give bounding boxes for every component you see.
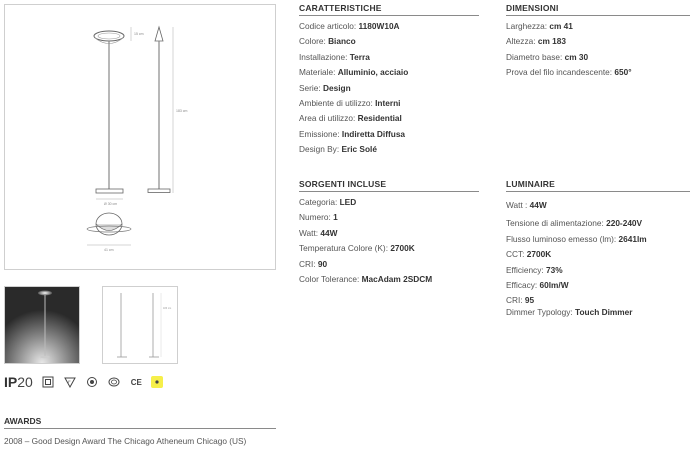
- divider: [299, 15, 479, 16]
- row-value: 2641lm: [618, 233, 647, 244]
- row-value: 1: [333, 212, 338, 223]
- row-label: Temperatura Colore (K):: [299, 243, 391, 254]
- svg-text:41 cm: 41 cm: [104, 248, 114, 252]
- row-label: Watt :: [506, 200, 530, 210]
- sorgenti-row: [299, 195, 432, 210]
- row-value: 90: [317, 258, 328, 269]
- sorgenti-list: [299, 195, 432, 287]
- row-label: Prova del filo incandescente:: [506, 67, 615, 78]
- row-value: Bianco: [328, 36, 356, 47]
- sorgenti-row: [299, 257, 432, 272]
- luminaire-row: [506, 232, 647, 248]
- row-label: Installazione:: [299, 51, 350, 62]
- row-label: Codice articolo:: [299, 21, 359, 31]
- row-label: Area di utilizzo:: [299, 113, 358, 124]
- luminaire-row: [506, 263, 647, 279]
- caratteristiche-row: [299, 19, 408, 34]
- product-photo-thumbnail[interactable]: [4, 286, 80, 364]
- dimensioni-row: [506, 19, 632, 34]
- row-value: 60lm/W: [539, 280, 569, 290]
- row-label: Materiale:: [299, 67, 338, 78]
- row-label: CCT:: [506, 249, 527, 259]
- row-value: cm 41: [549, 21, 573, 31]
- sorgenti-title: SORGENTI INCLUSE: [299, 179, 387, 189]
- row-label: Altezza:: [506, 36, 538, 47]
- row-value: 650°: [614, 67, 632, 78]
- row-value: 95: [524, 294, 535, 305]
- row-value: 2700K: [526, 249, 552, 259]
- divider: [299, 191, 479, 192]
- row-label: Efficiency:: [506, 264, 546, 275]
- dimensioni-title: DIMENSIONI: [506, 3, 559, 13]
- row-label: CRI:: [506, 294, 525, 305]
- row-value: Alluminio, acciaio: [337, 67, 409, 78]
- lamp-drawing-svg: [5, 5, 275, 269]
- row-label: Tensione di alimentazione:: [506, 218, 607, 228]
- ip-rating: IP20: [4, 374, 33, 390]
- caratteristiche-row: [299, 50, 408, 65]
- dimmer-icon: [151, 376, 163, 388]
- sorgenti-row: [299, 226, 432, 241]
- ce-mark-icon: CE: [130, 377, 142, 387]
- caratteristiche-row: [299, 142, 408, 157]
- row-value: 2700K: [390, 243, 415, 254]
- row-label: Color Tolerance:: [299, 273, 362, 284]
- recycle-icon: [108, 376, 121, 389]
- luminaire-title: LUMINAIRE: [506, 179, 556, 189]
- row-value: Design: [322, 82, 351, 93]
- row-label: Emissione:: [299, 128, 342, 139]
- dimensioni-row: [506, 50, 632, 65]
- luminaire-row: [506, 195, 647, 216]
- caratteristiche-row: [299, 96, 408, 111]
- svg-text:183 cm: 183 cm: [176, 109, 188, 113]
- row-label: Categoria:: [299, 197, 340, 207]
- row-value: Touch Dimmer: [575, 306, 633, 317]
- row-label: Ambiente di utilizzo:: [299, 97, 376, 108]
- sorgenti-row: [299, 210, 432, 225]
- luminaire-row: [506, 294, 647, 306]
- caratteristiche-row: [299, 34, 408, 49]
- svg-text:183 cm: 183 cm: [163, 307, 172, 310]
- row-label: Numero:: [299, 212, 334, 223]
- row-label: Colore:: [299, 36, 329, 47]
- row-value: cm 30: [564, 51, 589, 62]
- row-value: 73%: [545, 264, 563, 275]
- divider: [506, 15, 690, 16]
- luminaire-list: [506, 195, 647, 318]
- awards-title: AWARDS: [4, 416, 42, 426]
- row-value: cm 183: [537, 36, 566, 47]
- f-mark-icon: [64, 376, 77, 389]
- row-value: 44W: [529, 200, 547, 210]
- row-value: 1180W10A: [358, 21, 400, 31]
- dimensioni-row: [506, 34, 632, 49]
- caratteristiche-title: CARATTERISTICHE: [299, 3, 382, 13]
- svg-text:F: F: [68, 379, 72, 384]
- luminaire-row: [506, 278, 647, 294]
- luminaire-row: [506, 306, 647, 318]
- caratteristiche-row: [299, 81, 408, 96]
- row-label: Larghezza:: [506, 21, 550, 31]
- row-label: Diametro base:: [506, 51, 565, 62]
- row-value: LED: [339, 197, 357, 207]
- technical-drawing[interactable]: [4, 4, 276, 270]
- caratteristiche-row: [299, 127, 408, 142]
- energy-icon: [86, 376, 99, 389]
- row-label: Watt:: [299, 227, 321, 238]
- certification-icons: [4, 372, 163, 392]
- double-insulation-icon: [42, 376, 55, 389]
- sorgenti-row: [299, 272, 432, 287]
- row-value: 220-240V: [606, 218, 643, 228]
- divider: [506, 191, 690, 192]
- dimensioni-list: [506, 19, 632, 81]
- svg-text:15 cm: 15 cm: [134, 32, 144, 36]
- sorgenti-row: [299, 241, 432, 256]
- row-label: Serie:: [299, 82, 323, 93]
- award-entry: 2008 – Good Design Award The Chicago Atheneum Chicago (US): [4, 436, 247, 446]
- row-value: Terra: [349, 51, 370, 62]
- row-label: Flusso luminoso emesso (lm):: [506, 233, 619, 244]
- row-value: Eric Solé: [341, 144, 377, 155]
- caratteristiche-row: [299, 111, 408, 126]
- row-label: Design By:: [299, 144, 342, 155]
- caratteristiche-list: [299, 19, 408, 158]
- row-value: 44W: [320, 227, 338, 238]
- row-label: CRI:: [299, 258, 318, 269]
- drawing-thumbnail[interactable]: [102, 286, 178, 364]
- row-label: Efficacy:: [506, 280, 540, 290]
- row-value: Residential: [357, 113, 402, 124]
- svg-text:Ø 30 cm: Ø 30 cm: [104, 202, 118, 206]
- row-value: MacAdam 2SDCM: [361, 273, 433, 284]
- row-label: Dimmer Typology:: [506, 306, 576, 317]
- divider: [4, 428, 276, 429]
- row-value: Interni: [375, 97, 401, 108]
- dimensioni-row: [506, 65, 632, 80]
- caratteristiche-row: [299, 65, 408, 80]
- luminaire-row: [506, 216, 647, 232]
- row-value: Indiretta Diffusa: [341, 128, 406, 139]
- luminaire-row: [506, 247, 647, 263]
